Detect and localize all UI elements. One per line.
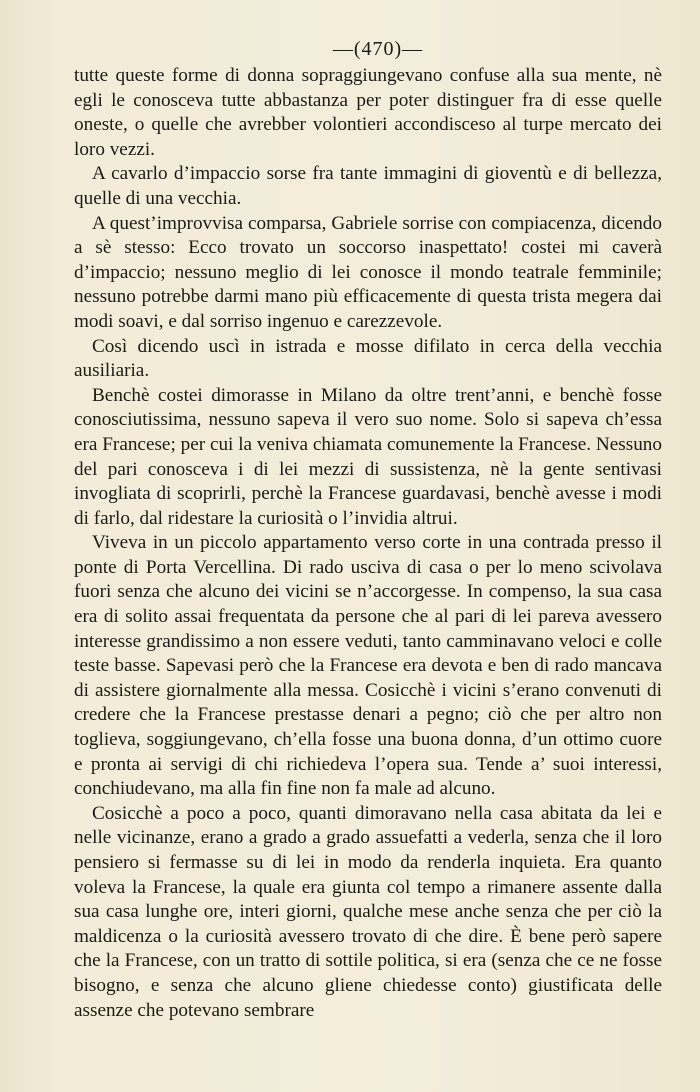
page-number: —(470)—	[332, 38, 424, 60]
paragraph-5: Benchè costei dimorasse in Milano da oltre trent’anni, e benchè fosse conosciutissima, nessuno sapeva il vero suo nome. Solo si sapeva ch’essa era Francese; per cui la veniva chiamata comunemente la Francese. Nessuno del pari conosceva i di lei mezzi di sussistenza, nè la gente sentivasi invogliata di scoprirli, perchè la Francese guardavasi, benchè avesse i modi di farlo, dal ridestare la curiosità o l’invidia altrui.	[74, 384, 662, 529]
paragraph-1: tutte queste forme di donna sopraggiungevano confuse alla sua mente, nè egli le conosceva tutte abbastanza per poter distinguer fra di esse quelle oneste, o quelle che avrebber volontieri accondisceso al turpe mercato dei loro vezzi.	[74, 65, 662, 160]
paragraph-6: Viveva in un piccolo appartamento verso corte in una contrada presso il ponte di Porta Vercellina. Di rado usciva di casa o per lo meno scivolava fuori senza che alcuno dei vicini se n’accorgesse. In compenso, la sua casa era di solito assai frequentata da persone che al pari di lei pareva avessero interesse grandissimo a non essere veduti, tanto camminavano veloci e colle teste basse. Sapevasi però che la Francese era devota e ben di rado mancava di assistere giornalmente alla messa. Cosicchè i vicini s’erano convenuti di credere che la Francese prestasse denari a pegno; ciò che per altro non toglieva, soggiungevano, ch’ella fosse una buona donna, d’un ottimo cuore e pronta ai servigi di chi richiedeva l’opera sua. Tende a’ suoi interessi, conchiudevano, ma alla fin fine non fa male ad alcuno.	[74, 532, 662, 800]
paragraph-7: Cosicchè a poco a poco, quanti dimoravano nella casa abitata da lei e nelle vicinanze, erano a grado a grado assuefatti a vederla, senza che il loro pensiero si fermasse su di lei in modo da renderla inquieta. Era quanto voleva la Francese, la quale era giunta col tempo a rimanere assente dalla sua casa lunghe ore, interi giorni, qualche mese anche senza che per ciò la maldicenza o la curiosità avessero trovato di che dire. È bene però sapere che la Francese, con un tratto di sottile politica, si era (senza che ce ne fosse bisogno, e senza che alcuno gliene chiedesse conto) giustificata delle assenze che potevano sembrare	[74, 802, 662, 1021]
body-text	[74, 64, 662, 1023]
paragraph-3: A quest’improvvisa comparsa, Gabriele sorrise con compiacenza, dicendo a sè stesso: Ecco trovato un soccorso inaspettato! costei mi caverà d’impaccio; nessuno meglio di lei conosce il mondo teatrale femminile; nessuno potrebbe darmi mano più efficacemente di questa trista megera dai modi soavi, e dal sorriso ingenuo e carezzevole.	[74, 212, 662, 332]
paragraph-4: Così dicendo uscì in istrada e mosse difilato in cerca della vecchia ausiliaria.	[74, 335, 662, 382]
paragraph-2: A cavarlo d’impaccio sorse fra tante immagini di gioventù e di bellezza, quelle di una vecchia.	[74, 163, 662, 209]
